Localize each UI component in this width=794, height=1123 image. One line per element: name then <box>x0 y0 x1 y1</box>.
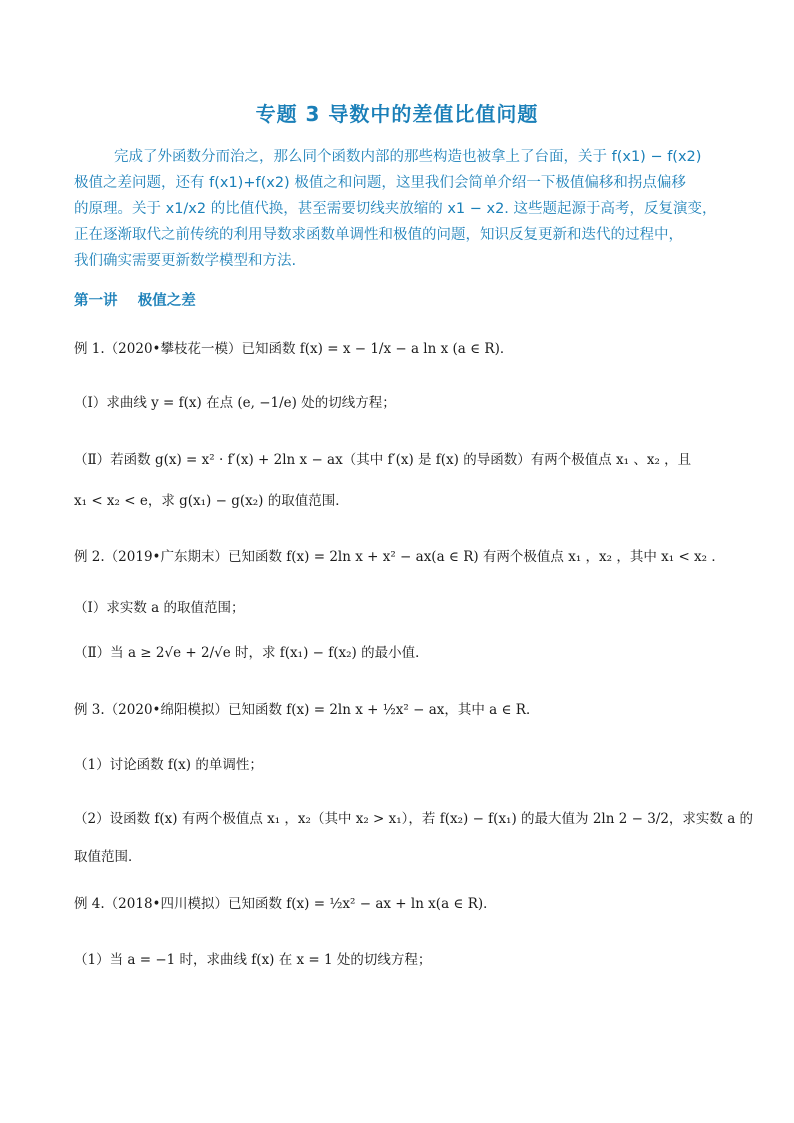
document-title: 专题 3 导数中的差值比值问题 <box>255 102 539 126</box>
example-3-part-1: （1）讨论函数 f(x) 的单调性； <box>74 757 263 773</box>
intro-line: 正在逐渐取代之前传统的利用导数求函数单调性和极值的问题，知识反复更新和迭代的过程中， <box>74 227 683 243</box>
intro-line: 完成了外函数分而治之，那么同个函数内部的那些构造也被拿上了台面，关于 f(x1) − f(x2) <box>114 149 702 165</box>
example-1-statement: 例 1.（2020•攀枝花一模）已知函数 f(x) = x − 1/x − a ln x (a ∈ R)． <box>74 341 514 357</box>
example-1-part-2: （Ⅱ）若函数 g(x) = x² · f′(x) + 2ln x − ax（其中 f′(x) 是 f(x) 的导函数）有两个极值点 x₁ 、x₂ ，且 <box>74 452 692 468</box>
example-2-part-1: （Ⅰ）求实数 a 的取值范围； <box>74 600 245 616</box>
example-3-statement: 例 3.（2020•绵阳模拟）已知函数 f(x) = 2ln x + ½x² − ax，其中 a ∈ R． <box>74 702 540 718</box>
section-heading: 第一讲 极值之差 <box>74 293 196 309</box>
example-4-statement: 例 4.（2018•四川模拟）已知函数 f(x) = ½x² − ax + ln x(a ∈ R)． <box>74 896 497 912</box>
example-2-part-2: （Ⅱ）当 a ≥ 2√e + 2/√e 时，求 f(x₁) − f(x₂) 的最小值． <box>74 645 429 661</box>
example-4-part-1: （1）当 a = −1 时，求曲线 f(x) 在 x = 1 处的切线方程； <box>74 952 432 968</box>
intro-line: 的原理。关于 x1/x2 的比值代换，甚至需要切线夹放缩的 x1 − x2. 这些题起源于高考，反复演变， <box>74 201 717 217</box>
intro-line: 极值之差问题，还有 f(x1)+f(x2) 极值之和问题，这里我们会简单介绍一下极值偏移和拐点偏移 <box>74 175 686 191</box>
intro-paragraph <box>74 144 726 274</box>
example-3-part-2: （2）设函数 f(x) 有两个极值点 x₁ ，x₂（其中 x₂ > x₁），若 f(x₂) − f(x₁) 的最大值为 2ln 2 − 3/2，求实数 a 的 <box>74 811 754 827</box>
intro-line: 我们确实需要更新数学模型和方法. <box>74 253 297 269</box>
example-1-part-1: （Ⅰ）求曲线 y = f(x) 在点 (e, −1/e) 处的切线方程； <box>74 395 396 411</box>
example-1-part-2-cont: x₁ < x₂ < e，求 g(x₁) − g(x₂) 的取值范围． <box>74 493 349 509</box>
example-3-part-2-cont: 取值范围． <box>74 849 142 865</box>
example-2-statement: 例 2.（2019•广东期末）已知函数 f(x) = 2ln x + x² − ax(a ∈ R) 有两个极值点 x₁ ，x₂ ，其中 x₁ < x₂ ． <box>74 549 725 565</box>
